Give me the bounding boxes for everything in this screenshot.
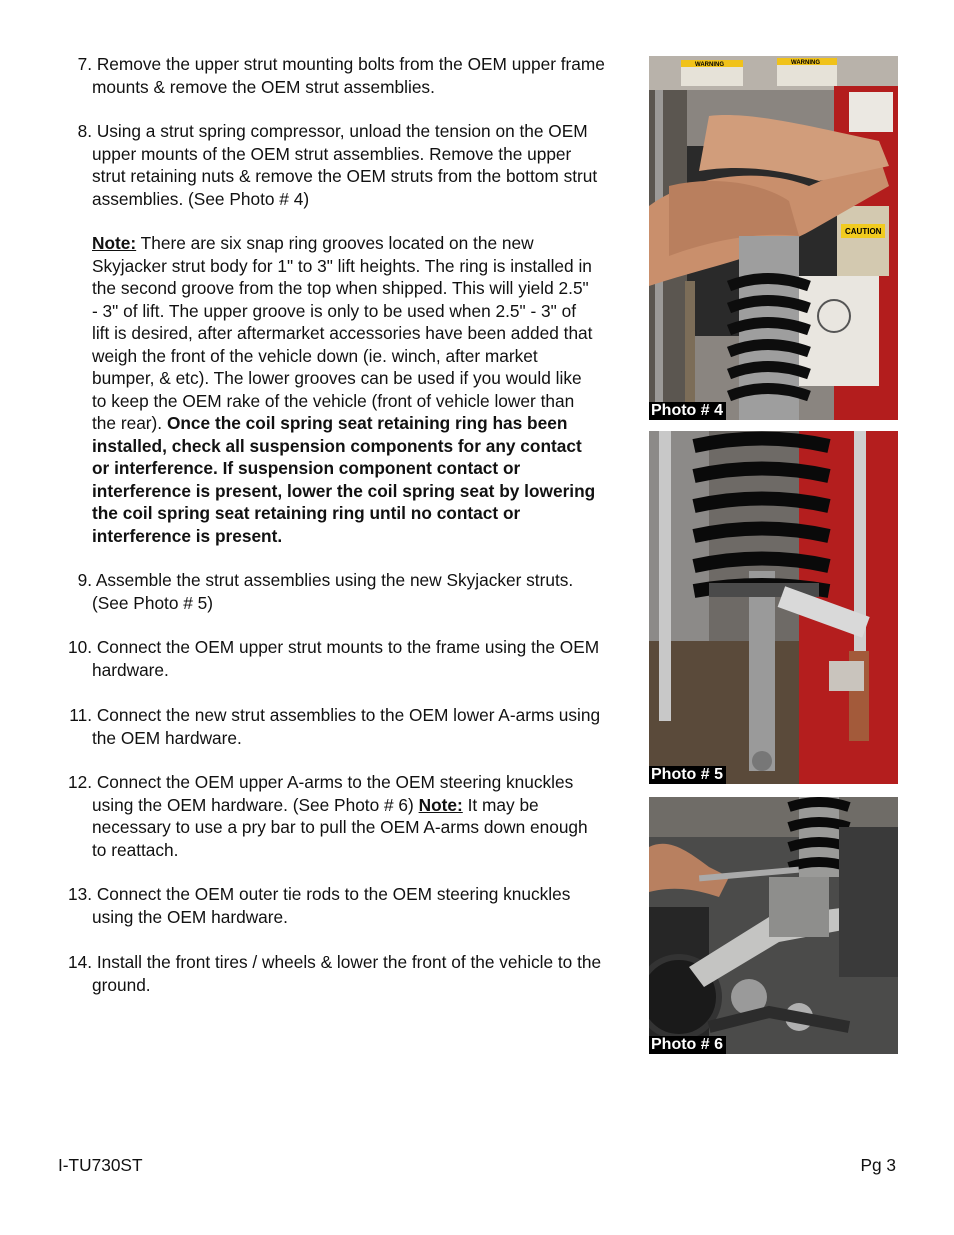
step-text: Connect the OEM upper A-arms to the OEM steering knuckles [96,772,574,792]
step-12 [58,771,648,861]
note-warning-text: the coil spring seat retaining ring until no contact or [92,503,521,523]
step-number: 13. [67,884,92,904]
note-text: weigh the front of the vehicle down (ie. winch, after market [92,345,538,366]
step-text: assemblies. (See Photo # 4) [92,188,310,209]
warning-label: WARNING [695,62,724,68]
note-label: Note: [92,233,137,253]
note-warning-text: interference is present. [92,525,283,546]
step-text: Connect the OEM upper strut mounts to the frame using the OEM [96,637,600,657]
note-text: to keep the OEM rake of the vehicle (front of vehicle lower than [92,390,575,411]
step-8 [58,120,648,210]
step-text: upper mounts of the OEM strut assemblies. Remove the upper [92,143,572,164]
step-number: 12. [67,772,92,792]
note-label: Note: [418,794,463,815]
step-text: Assemble the strut assemblies using the new Skyjacker struts. [95,570,574,590]
step-7 [58,53,648,98]
step-text: Install the front tires / wheels & lower the front of the vehicle to the [96,952,602,972]
step-text: using the OEM hardware. [92,906,288,927]
step-text: mounts & remove the OEM strut assemblies. [92,76,435,97]
step-text: Connect the OEM outer tie rods to the OEM steering knuckles [96,884,571,904]
photo-caption: Photo # 4 [649,402,726,420]
step-text: It may be [467,794,539,815]
step-number: 8. [77,121,92,141]
note-text: lift is desired, after aftermarket accessories have been added that [92,323,593,343]
note-text: - 3" of lift. The upper groove is only to be used when 2.5" - 3" of [92,300,576,321]
note-warning-text: Once the coil spring seat retaining ring has been [166,413,568,433]
photo-4-image [649,56,898,420]
photo-caption: Photo # 5 [649,766,726,784]
photo-6-image [649,797,898,1054]
step-text: the OEM hardware. [92,727,242,748]
step-number: 11. [69,705,92,725]
note-warning-text: or interference. If suspension component contact or [92,458,521,478]
step-text: strut retaining nuts & remove the OEM struts from the bottom strut [92,166,598,186]
footer-doc-id: I-TU730ST [58,1155,143,1175]
step-number: 7. [77,54,92,74]
note-warning-text: interference is present, lower the coil spring seat by lowering [92,480,596,501]
photo-5 [649,431,898,784]
note-text: There are six snap ring grooves located on the new [140,233,534,253]
step-number: 14. [67,952,92,972]
step-text: to reattach. [92,839,179,860]
note-text: the second groove from the top when shipped. This will yield 2.5" [92,278,589,298]
photo-6 [649,797,898,1054]
photo-5-image [649,431,898,784]
step-10 [58,636,648,681]
step-9 [58,569,648,614]
note-text: bumper, & etc). The lower grooves can be used if you would like [92,368,582,388]
note-warning-text: installed, check all suspension components for any contact [92,435,582,456]
photo-caption: Photo # 6 [649,1036,726,1054]
step-text: necessary to use a pry bar to pull the OEM A-arms down enough [92,817,588,837]
step-text: hardware. [92,659,169,680]
step-text: ground. [92,974,151,995]
step-8-note [92,232,648,547]
step-14 [58,951,648,996]
caution-label: CAUTION [845,227,882,236]
step-number: 9. [77,570,92,590]
step-13 [58,883,648,928]
step-number: 10. [67,637,92,657]
step-text: using the OEM hardware. (See Photo # 6) [92,794,414,815]
warning-label: WARNING [791,60,820,66]
note-text: the rear). [92,413,163,433]
step-text: Remove the upper strut mounting bolts from the OEM upper frame [96,54,605,74]
step-text: (See Photo # 5) [92,592,214,613]
photo-4 [649,56,898,420]
step-11 [58,704,648,749]
step-text: Connect the new strut assemblies to the OEM lower A-arms using [96,705,601,725]
note-text: Skyjacker strut body for 1" to 3" lift heights. The ring is installed in [92,255,592,276]
footer-page-number: Pg 3 [860,1155,896,1175]
step-text: Using a strut spring compressor, unload the tension on the OEM [96,121,588,141]
